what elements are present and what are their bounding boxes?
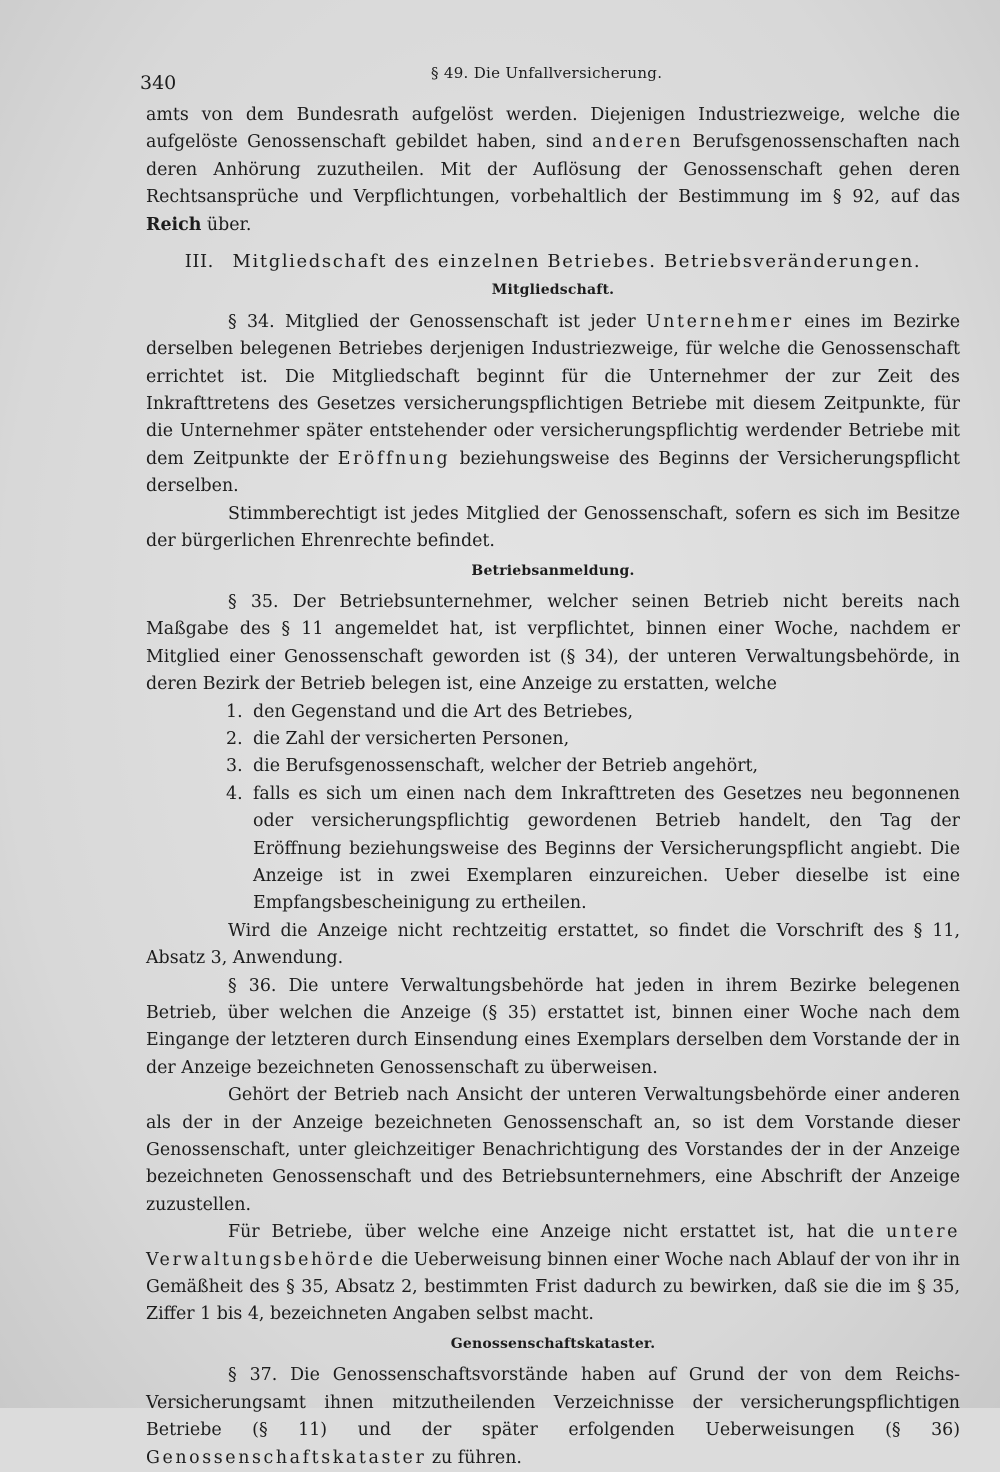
paragraph-s37: [146, 1362, 960, 1472]
list-item-text: die Zahl der versicherten Personen,: [253, 728, 570, 749]
paragraph-s34: [146, 309, 960, 501]
text-run: amts von dem Bundesrath aufgelöst werden. Diejenigen Industriezweige, welche die aufgelöste Genossenschaft gebildet haben, sind: [146, 105, 960, 153]
text-run: eines im Bezirke derselben belegenen Betriebes derjenigen Industriezweige, für welche die Genossenschaft errichtet ist. Die Mitgliedschaft beginnt für die Unternehmer der zur Zeit des Inkrafttretens des Gesetzes versicherungspflichtigen Betriebe mit diesem Zeitpunkte, für die Unternehmer später entstehender oder versicherungspflichtig werdender Betriebe mit dem Zeitpunkte der: [146, 311, 960, 469]
text-run: Berufsgenossenschaften nach deren Anhörung zuzutheilen. Mit der Auflösung der Genossenschaft gehen deren Rechtsansprüche und Verpflichtungen, vorbehaltlich der Bestimmung im § 92, auf das: [146, 132, 960, 208]
page-header: [140, 62, 960, 102]
list-item-text: die Berufsgenossenschaft, welcher der Betrieb angehört,: [253, 756, 759, 777]
requirements-list: [146, 699, 960, 918]
list-item: [226, 699, 960, 726]
subheading-genossenschaftskataster: Genossenschaftskataster.: [450, 1335, 656, 1352]
list-item-text: falls es sich um einen nach dem Inkrafttreten des Gesetzes neu begonnenen oder versicherungspflichtig gewordenen Betrieb handelt, den Tag der Eröffnung beziehungsweise des Beginns der Versicherungspflicht angiebt. Die Anzeige ist in zwei Exemplaren einzureichen. Ueber dieselbe ist eine Empfangsbescheinigung zu ertheilen.: [253, 783, 960, 914]
page-body: [146, 102, 960, 1472]
page-number: 340: [140, 72, 177, 94]
subheading-mitgliedschaft: Mitgliedschaft.: [491, 282, 615, 299]
text-run: beziehungsweise des Beginns der Versicherungspflicht derselben.: [146, 448, 960, 497]
bold-text: Reich: [146, 214, 202, 235]
text-run: § 34. Mitglied der Genossenschaft ist jeder: [228, 311, 646, 332]
text-run: die Ueberweisung binnen einer Woche nach Ablauf der von ihr in Gemäßheit des § 35, Absatz 2, bestimmten Frist dadurch zu bewirken, daß sie die im § 35, Ziffer 1 bis 4, bezeichneten Angaben selbst macht.: [146, 1249, 960, 1325]
paragraph-s35-2: Wird die Anzeige nicht rechtzeitig erstattet, so findet die Vorschrift des § 11, Absatz 3, Anwendung.: [146, 920, 960, 969]
list-item: [226, 726, 960, 753]
list-item: [226, 753, 960, 780]
paragraph-s36-3: [146, 1219, 960, 1329]
text-run: Für Betriebe, über welche eine Anzeige nicht erstattet ist, hat die: [228, 1222, 887, 1243]
list-item: [226, 781, 960, 918]
list-item-text: den Gegenstand und die Art des Betriebes,: [253, 701, 634, 722]
list-number: 1.: [226, 701, 243, 722]
paragraph-s36: § 36. Die untere Verwaltungsbehörde hat jeden in ihrem Bezirke belegenen Betrieb, über welchen die Anzeige (§ 35) erstattet ist, binnen einer Woche nach dem Eingange der letzteren durch Einsendung eines Exemplars derselben dem Vorstande der in der Anzeige bezeichneten Genossenschaft zu überweisen.: [146, 975, 960, 1078]
subheading-betriebsanmeldung: Betriebsanmeldung.: [471, 562, 635, 579]
running-title: § 49. Die Unfallversicherung.: [431, 64, 663, 82]
list-number: 2.: [226, 728, 243, 749]
spaced-text: untere Verwaltungsbehörde: [146, 1222, 960, 1270]
section-title-text: Mitgliedschaft des einzelnen Betriebes. Betriebsveränderungen.: [232, 251, 922, 273]
paragraph-s36-2: Gehört der Betrieb nach Ansicht der unteren Verwaltungsbehörde einer anderen als der in der Anzeige bezeichneten Genossenschaft an, so ist dem Vorstande dieser Genossenschaft, unter gleichzeitiger Benachrichtigung des Vorstandes der in der Anzeige bezeichneten Genossenschaft und des Betriebsunternehmers, eine Abschrift der Anzeige zuzustellen.: [146, 1085, 960, 1215]
spaced-text: Genossenschaftskataster: [146, 1447, 427, 1468]
spaced-text: anderen: [592, 132, 684, 153]
list-number: 4.: [226, 783, 243, 804]
paragraph-s35: § 35. Der Betriebsunternehmer, welcher seinen Betrieb nicht bereits nach Maßgabe des § 11 angemeldet hat, ist verpflichtet, binnen einer Woche, nachdem er Mitglied einer Genossenschaft geworden ist (§ 34), der unteren Verwaltungsbehörde, in deren Bezirk der Betrieb belegen ist, eine Anzeige zu erstatten, welche: [146, 591, 960, 695]
paragraph-continuation: [146, 102, 960, 239]
text-run: über.: [201, 214, 252, 235]
spaced-text: Eröffnung: [337, 448, 451, 469]
text-run: zu führen.: [426, 1447, 522, 1468]
spaced-text: Unternehmer: [645, 311, 794, 332]
paragraph-s34-2: Stimmberechtigt ist jedes Mitglied der Genossenschaft, sofern es sich im Besitze der bürgerlichen Ehrenrechte befindet.: [146, 503, 960, 552]
text-run: § 37. Die Genossenschaftsvorstände haben auf Grund der von dem Reichs-Versicherungsamt ihnen mitzutheilenden Verzeichnisse der versicherungspflichtigen Betriebe (§ 11) und der später erfolgenden Ueberweisungen (§ 36): [146, 1365, 960, 1441]
section-numeral: III.: [184, 251, 214, 273]
section-heading: [146, 248, 960, 275]
list-number: 3.: [226, 756, 243, 777]
